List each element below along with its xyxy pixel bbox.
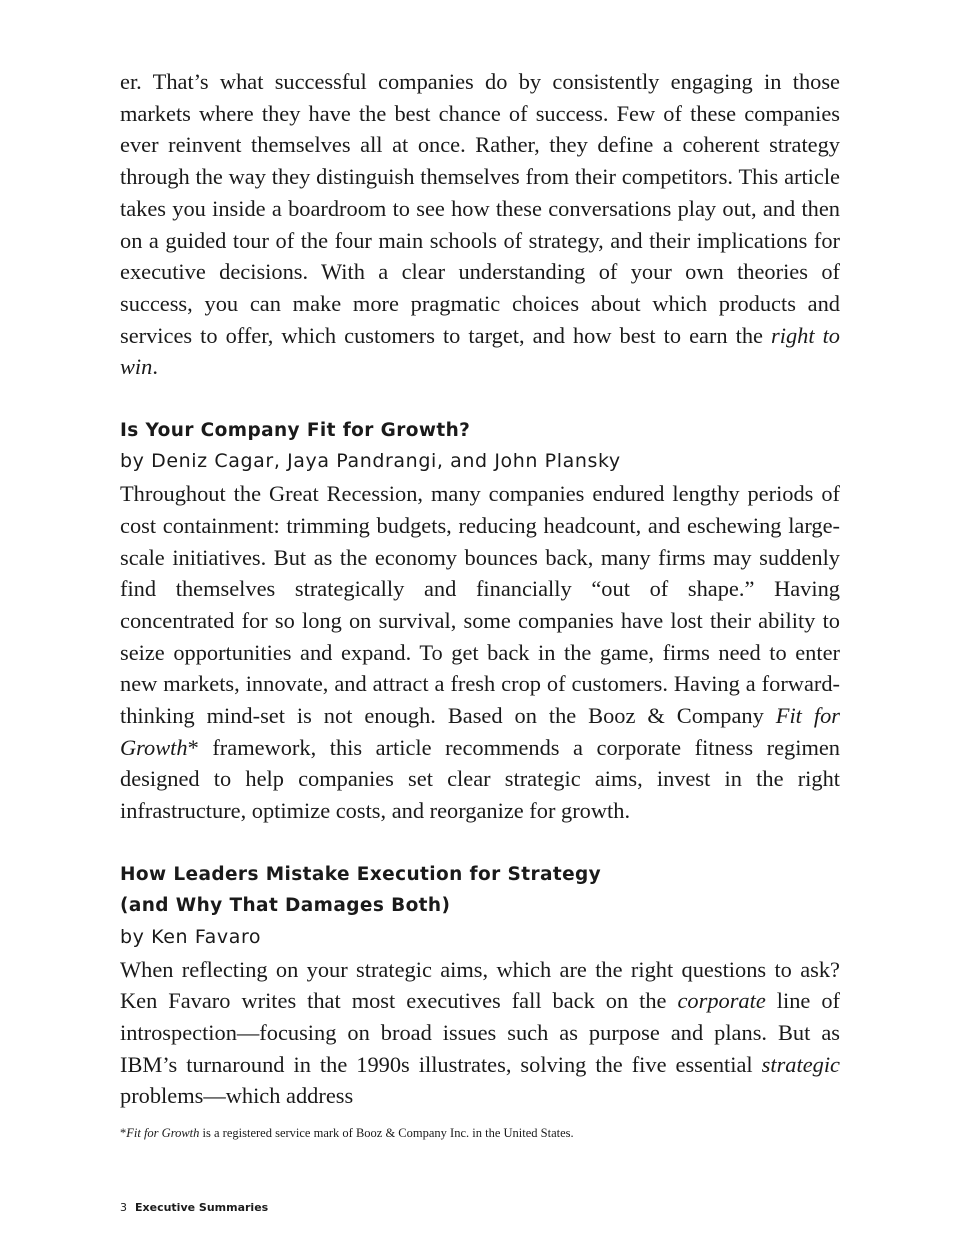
intro-text-end: . [152, 354, 158, 380]
article2-title-line2: (and Why That Damages Both) [120, 895, 451, 917]
page-footer [120, 1200, 268, 1216]
footnote-italic: Fit for Growth [126, 1126, 200, 1140]
page-content [120, 66, 840, 1112]
article2-italic-corporate: corporate [677, 988, 766, 1014]
article1-summary [120, 478, 840, 827]
article2-text-end: problems—which address [120, 1083, 354, 1109]
article1-italic-phrase: Fit for Growth [120, 703, 840, 760]
article1-title: Is Your Company Fit for Growth? [120, 419, 471, 441]
article1-text: Throughout the Great Recession, many companies endured lengthy periods of cost containment: trimming budgets, reducing headcount, and eschewing large-scale initiatives. But as the economy bounces back, many firms may suddenly find themselves strategically and financially “out of shape.” Having concentrated for so long on survival, some companies have lost their ability to seize opportunities and expand. To get back in the game, firms need to enter new markets, innovate, and attract a fresh crop of customers. Having a forward-thinking mind-set is not enough. Based on the Booz & Company [120, 481, 840, 729]
intro-italic-phrase: right to win [120, 322, 841, 380]
footnote [120, 1125, 840, 1141]
intro-paragraph [120, 66, 840, 383]
article1-byline: by Deniz Cagar, Jaya Pandrangi, and John Plansky [120, 450, 621, 473]
footnote-marker: * [120, 1126, 127, 1140]
article2-text: When reflecting on your strategic aims, which are the right questions to ask? Ken Favaro writes that most executives fall back on the [120, 956, 840, 1014]
article2-summary [120, 954, 840, 1113]
article2-italic-strategic: strategic [761, 1051, 840, 1077]
article1-text-end: * framework, this article recommends a corporate fitness regimen designed to help companies set clear strategic aims, invest in the right infrastructure, optimize costs, and reorganize for growth. [120, 734, 840, 824]
section-title: Executive Summaries [135, 1201, 269, 1214]
page-number: 3 [120, 1201, 127, 1214]
article2-title-line1: How Leaders Mistake Execution for Strategy [120, 863, 602, 885]
footnote-text: is a registered service mark of Booz & Company Inc. in the United States. [199, 1126, 574, 1140]
article2-title [120, 859, 840, 922]
intro-text: er. That’s what successful companies do by consistently engaging in those markets where they have the best chance of success. Few of these companies ever reinvent themselves all at once. Rather, they define a coherent strategy through the way they distinguish themselves from their competitors. This article takes you inside a boardroom to see how these conversations play out, and then on a guided tour of the four main schools of strategy, and their implications for executive decisions. With a clear understanding of your own theories of success, you can make more pragmatic choices about which products and services to offer, which customers to target, and how best to earn the [120, 69, 840, 348]
article2-text-mid: line of introspection—focusing on broad issues such as purpose and plans. But as IBM’s turnaround in the 1990s illustrates, solving the five essential [120, 988, 840, 1077]
article2-byline: by Ken Favaro [120, 925, 262, 948]
